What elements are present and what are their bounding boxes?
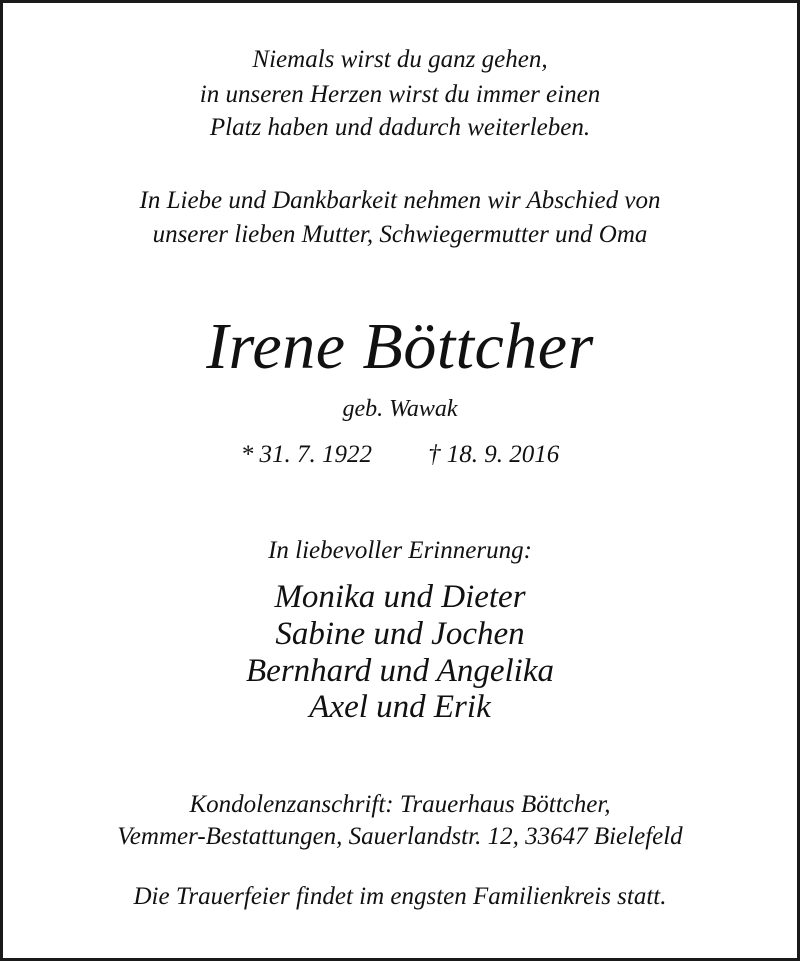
birth-date: * 31. 7. 1922: [240, 441, 372, 468]
birth-name: geb. Wawak: [342, 396, 458, 422]
motto-line-3: Platz haben und dadurch weiterleben.: [209, 114, 591, 141]
condolence-address-line-1: Kondolenzanschrift: Trauerhaus Böttcher,: [189, 791, 611, 818]
intro-line-1: In Liebe und Dankbarkeit nehmen wir Abschied von: [139, 187, 661, 214]
funeral-notice: Die Trauerfeier findet im engsten Familienkreis statt.: [133, 883, 667, 910]
memory-heading: In liebevoller Erinnerung:: [268, 537, 532, 564]
deceased-name: Irene Böttcher: [206, 310, 594, 383]
death-date: † 18. 9. 2016: [428, 441, 560, 468]
life-dates: [3, 441, 797, 469]
family-member-4: Axel und Erik: [309, 689, 491, 725]
family-member-3: Bernhard und Angelika: [246, 653, 554, 689]
motto-line-1: Niemals wirst du ganz gehen,: [252, 46, 548, 73]
family-member-1: Monika und Dieter: [274, 579, 526, 615]
family-member-2: Sabine und Jochen: [275, 616, 525, 652]
condolence-address-line-2: Vemmer-Bestattungen, Sauerlandstr. 12, 33647 Bielefeld: [117, 823, 683, 850]
motto-line-2: in unseren Herzen wirst du immer einen: [199, 81, 601, 108]
intro-line-2: unserer lieben Mutter, Schwiegermutter und Oma: [152, 221, 648, 248]
